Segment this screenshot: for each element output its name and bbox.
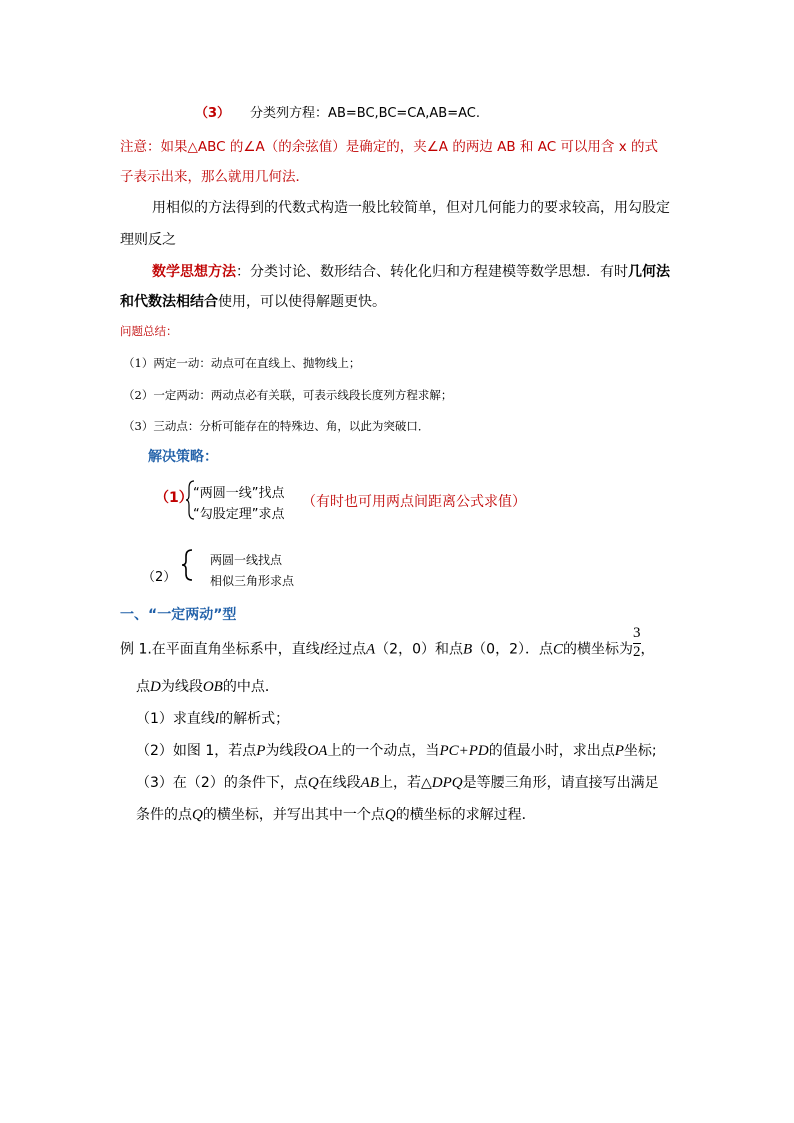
line2-c: 的中点． bbox=[222, 679, 279, 695]
q3-line2-c: 的横坐标的求解过程． bbox=[395, 807, 536, 823]
example-t4: 的横坐标为 bbox=[563, 641, 633, 658]
var-OA: OA bbox=[307, 743, 328, 759]
question-2 bbox=[136, 740, 657, 760]
left-brace-icon bbox=[180, 548, 196, 582]
var-Q: Q bbox=[384, 807, 396, 823]
para2-bold-b: 和代数法相结合 bbox=[120, 294, 218, 310]
section-title: 一、“一定两动”型 bbox=[120, 607, 237, 623]
para2-text-a: ：分类讨论、数形结合、转化化归和方程建模等数学思想．有时 bbox=[236, 264, 628, 280]
strategy-1-a: “两圆一线”找点 bbox=[193, 486, 285, 501]
summary-item-1: （1）两定一动：动点可在直线上、抛物线上； bbox=[123, 356, 361, 370]
example-line-1 bbox=[120, 625, 655, 661]
var-PCPD: PC+PD bbox=[439, 743, 489, 759]
para1-line-a: 用相似的方法得到的代数式构造一般比较简单，但对几何能力的要求较高，用勾股定 bbox=[152, 200, 670, 216]
example-t2: （2，0）和点 bbox=[375, 641, 463, 658]
var-A: A bbox=[365, 641, 376, 658]
var-P: P bbox=[256, 743, 266, 759]
fraction-three-halves bbox=[633, 626, 641, 661]
q2-c: 上的一个动点，当 bbox=[327, 743, 440, 759]
q1-a: （1）求直线 bbox=[136, 711, 215, 727]
note-line-b: 子表示出来，那么就用几何法． bbox=[120, 169, 309, 185]
strategy-2-b: 相似三角形求点 bbox=[210, 574, 295, 588]
var-DPQ: DPQ bbox=[431, 775, 463, 791]
strategy-1-b: “勾股定理”求点 bbox=[193, 507, 285, 522]
q1-b: 的解析式； bbox=[219, 711, 290, 727]
q2-d: 的值最小时，求出点 bbox=[488, 743, 615, 759]
fraction-denominator: 2 bbox=[633, 643, 641, 660]
q3-b: 在线段 bbox=[318, 775, 361, 791]
para2-bold-a: 几何法 bbox=[628, 264, 670, 280]
var-l: l bbox=[214, 711, 220, 727]
q3-a: （3）在（2）的条件下，点 bbox=[136, 775, 308, 791]
note-line-a: 注意：如果△ABC 的∠A（的余弦值）是确定的，夹∠A 的两边 AB 和 AC 可以用含 x 的式 bbox=[120, 139, 658, 155]
q3-d: 是等腰三角形，请直接写出满足 bbox=[462, 775, 659, 791]
var-OB: OB bbox=[202, 679, 223, 695]
strategy-2-number: （2） bbox=[142, 570, 177, 585]
math-method-label: 数学思想方法 bbox=[152, 264, 236, 280]
example-t3: （0，2）．点 bbox=[472, 641, 553, 658]
para1-line-b: 理则反之 bbox=[120, 232, 176, 248]
q2-e: 坐标; bbox=[623, 743, 657, 759]
item-text: 分类列方程：AB=BC,BC=CA,AB=AC. bbox=[250, 106, 480, 121]
question-1 bbox=[136, 708, 289, 728]
var-AB: AB bbox=[360, 775, 379, 791]
var-D: D bbox=[150, 679, 161, 695]
var-B: B bbox=[462, 641, 473, 658]
strategy-2-a: 两圆一线找点 bbox=[210, 553, 283, 567]
method-line-3 bbox=[195, 102, 480, 121]
var-l: l bbox=[319, 641, 324, 658]
var-Q: Q bbox=[307, 775, 319, 791]
example-t1: 经过点 bbox=[323, 641, 366, 658]
question-3-line-2 bbox=[136, 804, 536, 824]
summary-item-2: （2）一定两动：两动点必有关联，可表示线段长度列方程求解； bbox=[123, 388, 453, 402]
strategy-1-note: （有时也可用两点间距离公式求值） bbox=[302, 494, 526, 510]
strategy-1-number: （1） bbox=[155, 490, 193, 506]
para2-line-b bbox=[120, 291, 386, 311]
para2-line-a bbox=[152, 261, 670, 281]
q3-line2-a: 条件的点 bbox=[136, 807, 192, 823]
q2-a: （2）如图 1，若点 bbox=[136, 743, 257, 759]
q3-c: 上，若△ bbox=[379, 775, 432, 791]
q3-line2-b: 的横坐标，并写出其中一个点 bbox=[202, 807, 385, 823]
item-number: （3） bbox=[195, 106, 231, 121]
example-t5: ， bbox=[640, 641, 655, 658]
fraction-numerator: 3 bbox=[633, 625, 641, 641]
var-P: P bbox=[614, 743, 624, 759]
para2-text-b: 使用，可以使得解题更快。 bbox=[218, 294, 386, 310]
example-prefix: 例 1.在平面直角坐标系中，直线 bbox=[120, 641, 320, 658]
strategy-title: 解决策略： bbox=[148, 449, 218, 465]
q2-b: 为线段 bbox=[265, 743, 308, 759]
summary-title: 问题总结： bbox=[120, 324, 178, 338]
var-C: C bbox=[552, 641, 563, 658]
line2-a: 点 bbox=[136, 679, 150, 695]
question-3 bbox=[136, 772, 659, 792]
line2-b: 为线段 bbox=[160, 679, 203, 695]
var-Q: Q bbox=[192, 807, 203, 823]
example-line-2 bbox=[136, 676, 279, 696]
summary-item-3: （3）三动点：分析可能存在的特殊边、角，以此为突破口． bbox=[123, 419, 430, 433]
